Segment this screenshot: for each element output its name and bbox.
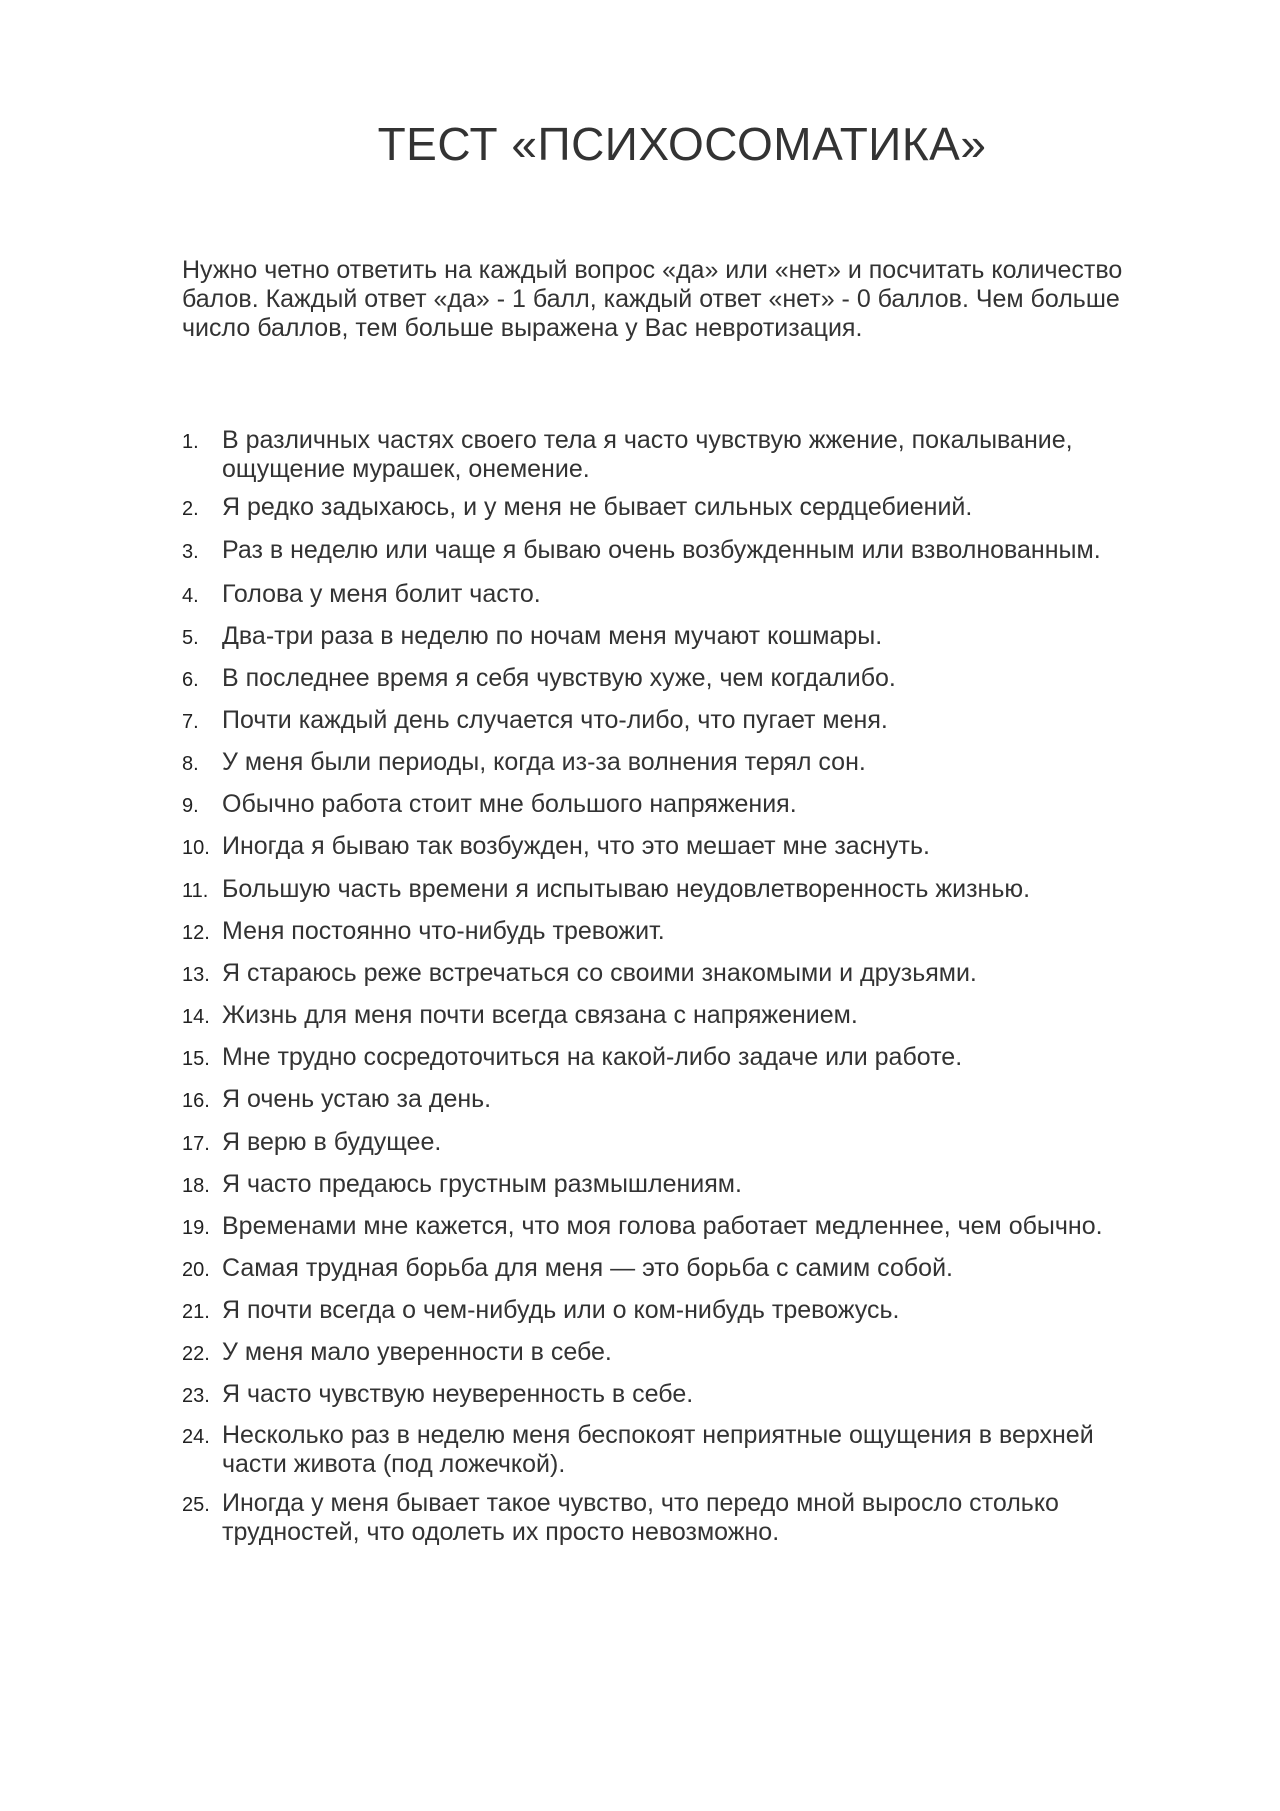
page-title: ТЕСТ «ПСИХОСОМАТИКА» [377,118,987,170]
question-item [182,1001,1162,1032]
question-item [182,917,1162,948]
question-item [182,1212,1162,1243]
question-text: Я часто чувствую неуверенность в себе. [222,1380,694,1408]
question-number: 9. [182,795,199,817]
question-number: 25. [182,1494,210,1516]
question-number: 23. [182,1385,210,1407]
question-item [182,622,1162,653]
question-number: 19. [182,1217,210,1239]
question-number: 2. [182,498,199,520]
question-text: В последнее время я себя чувствую хуже, чем когдалибо. [222,664,896,692]
question-item [182,790,1162,821]
question-number: 7. [182,711,199,733]
question-text: Два-три раза в неделю по ночам меня мучают кошмары. [222,622,883,650]
question-text: Раз в неделю или чаще я бываю очень возбужденным или взволнованным. [222,536,1101,564]
question-number: 15. [182,1048,210,1070]
question-item [182,706,1162,737]
question-item [182,426,1162,484]
question-item [182,493,1162,524]
question-number: 6. [182,669,199,691]
question-number: 12. [182,922,210,944]
question-item [182,748,1162,779]
question-number: 14. [182,1006,210,1028]
question-number: 11. [182,880,209,902]
question-text: Я часто предаюсь грустным размышлениям. [222,1170,742,1198]
question-item [182,959,1162,990]
question-number: 21. [182,1301,210,1323]
question-item [182,1085,1162,1116]
question-number: 20. [182,1259,210,1281]
question-number: 5. [182,627,199,649]
question-number: 24. [182,1426,210,1448]
question-number: 8. [182,753,199,775]
question-item [182,1170,1162,1201]
question-item [182,1338,1162,1369]
question-number: 13. [182,964,210,986]
question-item [182,1489,1162,1547]
question-list [182,426,1162,1547]
question-text: Временами мне кажется, что моя голова работает медленнее, чем обычно. [222,1212,1103,1240]
question-item [182,832,1162,863]
question-item [182,664,1162,695]
question-text: Почти каждый день случается что-либо, что пугает меня. [222,706,888,734]
question-item [182,1043,1162,1074]
question-text: Я почти всегда о чем-нибудь или о ком-нибудь тревожусь. [222,1296,900,1324]
question-text: Иногда я бываю так возбужден, что это мешает мне заснуть. [222,832,930,860]
question-text: Самая трудная борьба для меня — это борьба с самим собой. [222,1254,953,1282]
question-text: Я редко задыхаюсь, и у меня не бывает сильных сердцебиений. [222,493,973,521]
question-item [182,1296,1162,1327]
question-item [182,875,1162,906]
question-item [182,536,1162,567]
question-text: Несколько раз в неделю меня беспокоят неприятные ощущения в верхней части живота (под ложечкой). [222,1421,1094,1478]
question-text: В различных частях своего тела я часто чувствую жжение, покалывание, ощущение мурашек, онемение. [222,426,1073,483]
question-text: Я верю в будущее. [222,1128,442,1156]
question-text: Большую часть времени я испытываю неудовлетворенность жизнью. [222,875,1031,903]
question-number: 16. [182,1090,210,1112]
question-item [182,1421,1162,1479]
question-text: Мне трудно сосредоточиться на какой-либо задаче или работе. [222,1043,963,1071]
question-item [182,1380,1162,1411]
question-number: 10. [182,837,210,859]
instructions-paragraph: Нужно четно ответить на каждый вопрос «да» или «нет» и посчитать количество балов. Каждый ответ «да» - 1 балл, каждый ответ «нет» - 0 баллов. Чем больше число баллов, тем больше выражена у Вас невротизация. [182,256,1123,342]
question-text: Жизнь для меня почти всегда связана с напряжением. [222,1001,858,1029]
question-item [182,1128,1162,1159]
question-number: 18. [182,1175,210,1197]
question-text: Обычно работа стоит мне большого напряжения. [222,790,797,818]
question-number: 17. [182,1133,210,1155]
question-number: 4. [182,585,199,607]
question-text: Я очень устаю за день. [222,1085,492,1113]
question-number: 3. [182,541,199,563]
question-text: Меня постоянно что-нибудь тревожит. [222,917,665,945]
question-text: Я стараюсь реже встречаться со своими знакомыми и друзьями. [222,959,977,987]
question-text: Иногда у меня бывает такое чувство, что передо мной выросло столько трудностей, что одолеть их просто невозможно. [222,1489,1059,1546]
question-text: У меня были периоды, когда из-за волнения терял сон. [222,748,866,776]
question-number: 1. [182,431,199,453]
question-text: У меня мало уверенности в себе. [222,1338,612,1366]
question-item [182,1254,1162,1285]
question-item [182,580,1162,611]
question-number: 22. [182,1343,210,1365]
question-text: Голова у меня болит часто. [222,580,541,608]
